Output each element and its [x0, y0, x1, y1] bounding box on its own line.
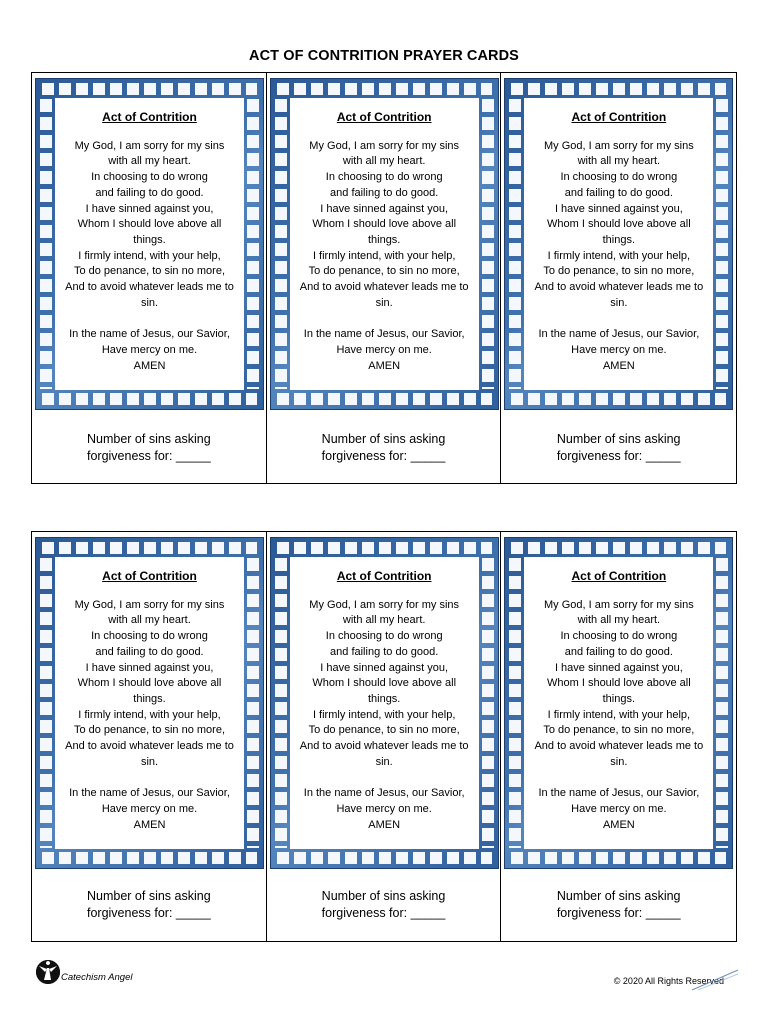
prayer-card: [267, 73, 502, 483]
prayer-line: Whom I should love above all: [312, 218, 457, 231]
prayer-line: I firmly intend, with your help,: [312, 708, 456, 721]
prayer-line: In choosing to do wrong: [325, 630, 443, 643]
card-border-frame: [270, 537, 499, 869]
prayer-line: and failing to do good.: [95, 186, 204, 199]
prayer-line: AMEN: [133, 359, 166, 372]
frame-tile-strip: [716, 99, 728, 389]
prayer-line: And to avoid whatever leads me to: [534, 740, 704, 753]
frame-tile-strip: [511, 542, 726, 554]
sin-count-label: Number of sins asking: [556, 432, 681, 446]
prayer-line: My God, I am sorry for my sins: [74, 598, 225, 611]
frame-tile-strip: [482, 99, 494, 389]
prayer-line: with all my heart.: [342, 614, 426, 627]
prayer-line: In choosing to do wrong: [325, 171, 443, 184]
prayer-card: [32, 73, 267, 483]
sin-count-label: Number of sins asking: [321, 889, 446, 903]
prayer-line: things.: [133, 233, 166, 246]
sin-count-prompt: [501, 888, 736, 922]
prayer-line: sin.: [375, 296, 393, 309]
sin-count-label: Number of sins asking: [321, 432, 446, 446]
card-title: Act of Contrition: [336, 569, 432, 583]
copyright-notice: © 2020 All Rights Reserved: [613, 976, 724, 986]
prayer-line: My God, I am sorry for my sins: [543, 139, 694, 152]
card-border-frame: [270, 78, 499, 410]
sin-count-prompt: [32, 888, 266, 922]
prayer-line: I firmly intend, with your help,: [78, 249, 221, 262]
sin-count-label: Number of sins asking: [87, 432, 211, 446]
prayer-line: I have sinned against you,: [320, 202, 449, 215]
frame-tile-strip: [511, 393, 726, 405]
prayer-card: [32, 532, 267, 941]
card-title: Act of Contrition: [102, 110, 197, 124]
prayer-line: AMEN: [368, 359, 401, 372]
frame-tile-strip: [277, 83, 492, 95]
frame-tile-strip: [716, 558, 728, 848]
prayer-line: In the name of Jesus, our Savior,: [303, 787, 465, 800]
paragraph-gap: [290, 770, 479, 786]
frame-tile-strip: [277, 852, 492, 864]
prayer-line: things.: [367, 233, 401, 246]
prayer-line: In choosing to do wrong: [91, 171, 208, 184]
prayer-line: Whom I should love above all: [77, 218, 222, 231]
prayer-line: and failing to do good.: [564, 645, 673, 658]
prayer-line: AMEN: [368, 818, 401, 831]
prayer-line: In choosing to do wrong: [91, 630, 208, 643]
footer-logo: [36, 960, 132, 984]
paragraph-gap: [290, 311, 479, 327]
sin-count-label: Number of sins asking: [87, 889, 211, 903]
prayer-line: I have sinned against you,: [85, 202, 214, 215]
prayer-line: I have sinned against you,: [320, 661, 449, 674]
card-border-frame: [504, 78, 733, 410]
prayer-line: I firmly intend, with your help,: [547, 708, 691, 721]
prayer-line: To do penance, to sin no more,: [543, 724, 695, 737]
card-title: Act of Contrition: [102, 569, 197, 583]
card-title: Act of Contrition: [336, 110, 432, 124]
frame-tile-strip: [40, 558, 52, 848]
prayer-card: [501, 73, 736, 483]
prayer-line: things.: [367, 692, 401, 705]
prayer-line: sin.: [140, 296, 159, 309]
card-title: Act of Contrition: [571, 110, 667, 124]
prayer-line: and failing to do good.: [564, 186, 673, 199]
prayer-line: To do penance, to sin no more,: [73, 724, 226, 737]
card-border-frame: [35, 537, 264, 869]
sin-count-blank: forgiveness for: _____: [86, 906, 211, 920]
prayer-line: Have mercy on me.: [101, 803, 198, 816]
prayer-line: In the name of Jesus, our Savior,: [538, 787, 700, 800]
angel-silhouette-icon: [36, 960, 60, 984]
paragraph-gap: [524, 311, 713, 327]
sin-count-prompt: [32, 431, 266, 465]
prayer-line: And to avoid whatever leads me to: [299, 281, 469, 294]
prayer-line: and failing to do good.: [95, 645, 204, 658]
sin-count-prompt: [267, 431, 501, 465]
card-sheet-bottom: [31, 531, 737, 942]
prayer-line: And to avoid whatever leads me to: [65, 281, 234, 294]
frame-tile-strip: [247, 99, 259, 389]
prayer-line: And to avoid whatever leads me to: [65, 740, 234, 753]
sin-count-blank: forgiveness for: _____: [86, 449, 211, 463]
card-border-frame: [504, 537, 733, 869]
paragraph-gap: [55, 770, 244, 786]
prayer-line: things.: [602, 233, 636, 246]
sin-count-blank: forgiveness for: _____: [556, 906, 681, 920]
card-sheet-top: [31, 72, 737, 484]
brand-name: Catechism Angel: [61, 972, 133, 983]
prayer-line: Have mercy on me.: [571, 344, 667, 357]
prayer-line: In the name of Jesus, our Savior,: [538, 328, 700, 341]
frame-tile-strip: [275, 99, 287, 389]
prayer-line: Have mercy on me.: [336, 344, 432, 357]
prayer-line: with all my heart.: [577, 155, 661, 168]
frame-tile-strip: [42, 852, 257, 864]
prayer-line: sin.: [375, 755, 393, 768]
sin-count-blank: forgiveness for: _____: [556, 449, 681, 463]
prayer-line: and failing to do good.: [330, 186, 439, 199]
prayer-line: things.: [602, 692, 636, 705]
prayer-text-panel: [290, 98, 479, 390]
sin-count-prompt: [501, 431, 736, 465]
prayer-line: and failing to do good.: [330, 645, 439, 658]
frame-tile-strip: [277, 393, 492, 405]
frame-tile-strip: [42, 83, 257, 95]
prayer-line: things.: [133, 692, 166, 705]
prayer-line: I firmly intend, with your help,: [78, 708, 221, 721]
sin-count-blank: forgiveness for: _____: [321, 906, 446, 920]
frame-tile-strip: [42, 393, 257, 405]
frame-tile-strip: [482, 558, 494, 848]
prayer-text-panel: [55, 557, 244, 849]
prayer-line: I have sinned against you,: [554, 202, 683, 215]
prayer-line: sin.: [140, 755, 159, 768]
prayer-line: Whom I should love above all: [77, 677, 222, 690]
prayer-line: Whom I should love above all: [547, 677, 691, 690]
prayer-line: And to avoid whatever leads me to: [534, 281, 704, 294]
prayer-line: To do penance, to sin no more,: [308, 265, 460, 278]
prayer-line: sin.: [610, 296, 628, 309]
page-title: ACT OF CONTRITION PRAYER CARDS: [249, 48, 519, 64]
prayer-line: with all my heart.: [577, 614, 661, 627]
prayer-line: Have mercy on me.: [336, 803, 432, 816]
prayer-line: In the name of Jesus, our Savior,: [69, 328, 230, 341]
sin-count-prompt: [267, 888, 501, 922]
card-border-frame: [35, 78, 264, 410]
sin-count-label: Number of sins asking: [556, 889, 681, 903]
prayer-line: In choosing to do wrong: [560, 171, 678, 184]
prayer-line: I firmly intend, with your help,: [547, 249, 691, 262]
frame-tile-strip: [40, 99, 52, 389]
paragraph-gap: [55, 311, 244, 327]
frame-tile-strip: [511, 852, 726, 864]
prayer-line: AMEN: [133, 818, 166, 831]
prayer-line: with all my heart.: [108, 614, 191, 627]
prayer-line: In the name of Jesus, our Savior,: [303, 328, 465, 341]
prayer-line: AMEN: [602, 818, 635, 831]
frame-tile-strip: [275, 558, 287, 848]
prayer-line: AMEN: [602, 359, 635, 372]
sin-count-blank: forgiveness for: _____: [321, 449, 446, 463]
prayer-line: with all my heart.: [342, 155, 426, 168]
prayer-line: My God, I am sorry for my sins: [74, 139, 225, 152]
prayer-line: with all my heart.: [108, 155, 191, 168]
prayer-text-panel: [524, 557, 713, 849]
prayer-line: Have mercy on me.: [571, 803, 667, 816]
prayer-line: To do penance, to sin no more,: [73, 265, 226, 278]
frame-tile-strip: [247, 558, 259, 848]
prayer-card: [501, 532, 736, 941]
prayer-line: And to avoid whatever leads me to: [299, 740, 469, 753]
frame-tile-strip: [509, 99, 521, 389]
prayer-line: My God, I am sorry for my sins: [543, 598, 694, 611]
prayer-text-panel: [524, 98, 713, 390]
card-title: Act of Contrition: [571, 569, 667, 583]
prayer-line: In choosing to do wrong: [560, 630, 678, 643]
pen-stroke-icon: [690, 968, 740, 992]
prayer-line: sin.: [610, 755, 628, 768]
prayer-text-panel: [290, 557, 479, 849]
prayer-line: Whom I should love above all: [547, 218, 691, 231]
prayer-line: To do penance, to sin no more,: [308, 724, 460, 737]
prayer-line: Whom I should love above all: [312, 677, 457, 690]
frame-tile-strip: [511, 83, 726, 95]
frame-tile-strip: [277, 542, 492, 554]
prayer-line: My God, I am sorry for my sins: [309, 139, 460, 152]
prayer-line: I have sinned against you,: [554, 661, 683, 674]
prayer-line: I firmly intend, with your help,: [312, 249, 456, 262]
frame-tile-strip: [509, 558, 521, 848]
prayer-text-panel: [55, 98, 244, 390]
prayer-card: [267, 532, 502, 941]
prayer-line: Have mercy on me.: [101, 344, 198, 357]
prayer-line: In the name of Jesus, our Savior,: [69, 787, 230, 800]
frame-tile-strip: [42, 542, 257, 554]
prayer-line: My God, I am sorry for my sins: [309, 598, 460, 611]
prayer-line: To do penance, to sin no more,: [543, 265, 695, 278]
prayer-line: I have sinned against you,: [85, 661, 214, 674]
paragraph-gap: [524, 770, 713, 786]
